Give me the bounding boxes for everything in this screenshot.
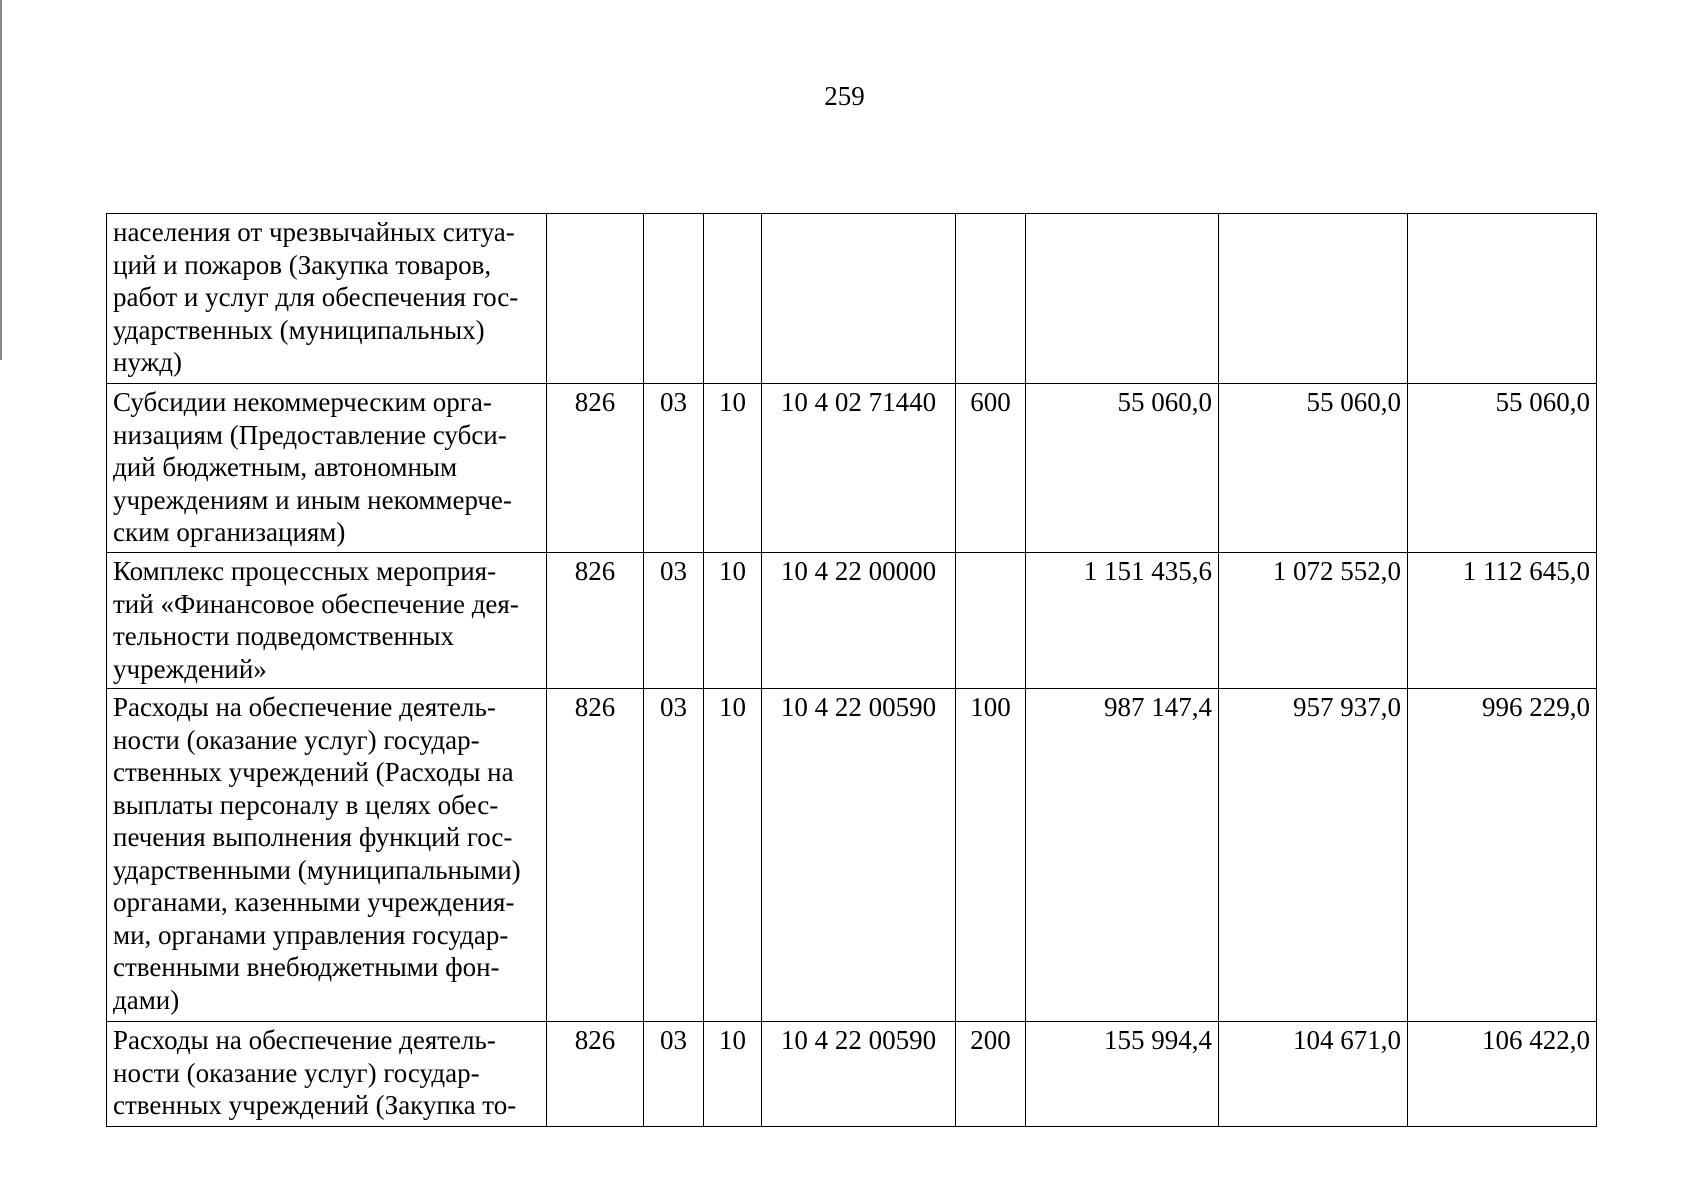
- amount-1: [1026, 214, 1219, 384]
- table-row: [107, 689, 1597, 1022]
- ministry-code: 826: [547, 384, 644, 553]
- amount-3: 996 229,0: [1408, 689, 1597, 1022]
- ministry-code: 826: [547, 689, 644, 1022]
- target-article-code: [762, 214, 956, 384]
- expense-type-code: [956, 553, 1026, 689]
- amount-1: 1 151 435,6: [1026, 553, 1219, 689]
- page-number: 259: [824, 81, 865, 111]
- amount-3: 1 112 645,0: [1408, 553, 1597, 689]
- subsection-code: 10: [704, 689, 762, 1022]
- row-description: Субсидии некоммерческим орга- низациям (Предоставление субси- дий бюджетным, автономным учреждениям и иным некоммерче- ским организациям): [107, 384, 547, 553]
- subsection-code: 10: [704, 384, 762, 553]
- amount-1: 987 147,4: [1026, 689, 1219, 1022]
- expense-type-code: [956, 214, 1026, 384]
- amount-2: 104 671,0: [1219, 1022, 1408, 1127]
- amount-3: 106 422,0: [1408, 1022, 1597, 1127]
- budget-table: [106, 213, 1597, 1127]
- amount-3: [1408, 214, 1597, 384]
- amount-2: 55 060,0: [1219, 384, 1408, 553]
- section-code: 03: [644, 689, 704, 1022]
- expense-type-code: 200: [956, 1022, 1026, 1127]
- row-description: Комплекс процессных мероприя- тий «Финансовое обеспечение дея- тельности подведомственных учреждений»: [107, 553, 547, 689]
- target-article-code: 10 4 22 00590: [762, 689, 956, 1022]
- table-row: [107, 384, 1597, 553]
- amount-2: 957 937,0: [1219, 689, 1408, 1022]
- table-row: [107, 553, 1597, 689]
- ministry-code: [547, 214, 644, 384]
- row-description: Расходы на обеспечение деятель- ности (оказание услуг) государ- ственных учреждений (Расходы на выплаты персоналу в целях обес- печения выполнения функций гос- ударственными (муниципальными) органами, казенными учреждения- ми, органами управления государ- ственными внебюджетными фон- дами): [107, 689, 547, 1022]
- amount-3: 55 060,0: [1408, 384, 1597, 553]
- subsection-code: 10: [704, 1022, 762, 1127]
- subsection-code: 10: [704, 553, 762, 689]
- amount-1: 155 994,4: [1026, 1022, 1219, 1127]
- table-row: [107, 214, 1597, 384]
- row-description: населения от чрезвычайных ситуа- ций и пожаров (Закупка товаров, работ и услуг для обеспечения гос- ударственных (муниципальных) нужд): [107, 214, 547, 384]
- amount-2: [1219, 214, 1408, 384]
- expense-type-code: 600: [956, 384, 1026, 553]
- ministry-code: 826: [547, 1022, 644, 1127]
- scan-edge-line: [0, 0, 2, 360]
- section-code: 03: [644, 384, 704, 553]
- section-code: 03: [644, 553, 704, 689]
- subsection-code: [704, 214, 762, 384]
- table-row: [107, 1022, 1597, 1127]
- target-article-code: 10 4 02 71440: [762, 384, 956, 553]
- ministry-code: 826: [547, 553, 644, 689]
- amount-1: 55 060,0: [1026, 384, 1219, 553]
- section-code: 03: [644, 1022, 704, 1127]
- target-article-code: 10 4 22 00590: [762, 1022, 956, 1127]
- amount-2: 1 072 552,0: [1219, 553, 1408, 689]
- row-description: Расходы на обеспечение деятель- ности (оказание услуг) государ- ственных учреждений (Закупка то-: [107, 1022, 547, 1127]
- expense-type-code: 100: [956, 689, 1026, 1022]
- section-code: [644, 214, 704, 384]
- target-article-code: 10 4 22 00000: [762, 553, 956, 689]
